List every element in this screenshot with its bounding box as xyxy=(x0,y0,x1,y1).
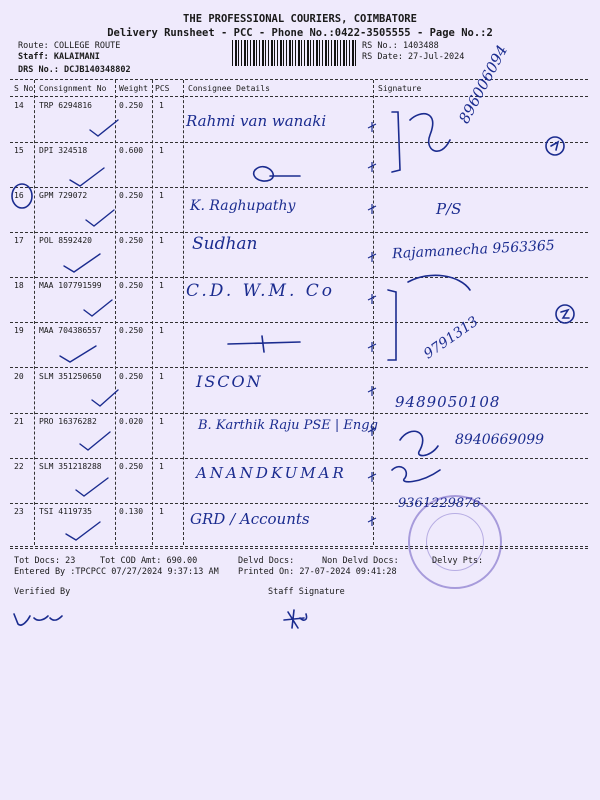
delvd-docs: Delvd Docs: xyxy=(238,556,295,566)
non-delvd-docs: Non Delvd Docs: xyxy=(322,556,399,566)
col-weight: Weight xyxy=(119,84,148,93)
row-consignment-no: TSI 4119735 xyxy=(39,507,92,516)
row-sno: 19 xyxy=(14,326,24,335)
row-sno: 20 xyxy=(14,372,24,381)
hand-consignee-23: GRD / Accounts xyxy=(190,510,310,528)
company-title: THE PROFESSIONAL COURIERS, COIMBATORE xyxy=(183,13,417,25)
col-consignee: Consignee Details xyxy=(188,84,270,93)
hand-sign-18: 9791313 xyxy=(421,313,482,363)
row-consignment-no: DPI 324518 xyxy=(39,146,88,155)
row-consignment-no: MAA 704386557 xyxy=(39,326,102,335)
col-sno: S No xyxy=(14,84,34,93)
row-consignment-no: SLM 351250650 xyxy=(39,372,102,381)
hand-sign-17: Rajamanecha 9563365 xyxy=(391,237,556,263)
company-stamp xyxy=(408,495,502,589)
row-weight: 0.600 xyxy=(119,146,144,155)
hand-consignee-17: Sudhan xyxy=(192,234,258,254)
row-pcs: 1 xyxy=(159,101,164,110)
row-weight: 0.250 xyxy=(119,191,144,200)
row-consignment-no: GPM 729072 xyxy=(39,191,88,200)
hand-consignee-16: K. Raghupathy xyxy=(190,198,296,214)
hand-consignee-22: ANANDKUMAR xyxy=(196,464,347,482)
row-sno: 21 xyxy=(14,417,24,426)
row-pcs: 1 xyxy=(159,236,164,245)
row-consignment-no: TRP 6294816 xyxy=(39,101,92,110)
row-sno: 14 xyxy=(14,101,24,110)
row-weight: 0.250 xyxy=(119,281,144,290)
row-sno: 15 xyxy=(14,146,24,155)
col-consignment: Consignment No xyxy=(39,84,107,93)
row-consignment-no: PRO 16376282 xyxy=(39,417,97,426)
hand-sign-16: P/S xyxy=(436,200,462,218)
row-weight: 0.250 xyxy=(119,326,144,335)
hand-consignee-14: Rahmi van wanaki xyxy=(186,112,327,130)
row-weight: 0.250 xyxy=(119,236,144,245)
row-weight: 0.250 xyxy=(119,372,144,381)
delvy-pts: Delvy Pts: xyxy=(432,556,484,566)
row-sno: 22 xyxy=(14,462,24,471)
row-pcs: 1 xyxy=(159,191,164,200)
row-pcs: 1 xyxy=(159,281,164,290)
tot-cod: Tot COD Amt: 690.00 xyxy=(100,556,198,566)
tot-docs: Tot Docs: 23 xyxy=(14,556,76,566)
row-sno: 18 xyxy=(14,281,24,290)
col-signature: Signature xyxy=(378,84,422,93)
staff-label: Staff: KALAIMANI xyxy=(18,52,100,62)
row-consignment-no: MAA 107791599 xyxy=(39,281,102,290)
hand-sign-21: 8940669099 xyxy=(455,432,545,448)
row-sno: 16 xyxy=(14,191,24,200)
row-pcs: 1 xyxy=(159,326,164,335)
row-pcs: 1 xyxy=(159,507,164,516)
row-sno: 17 xyxy=(14,236,24,245)
runsheet-subtitle: Delivery Runsheet - PCC - Phone No.:0422-3505555 - Page No.:2 xyxy=(107,27,493,39)
hand-sign-20: 9489050108 xyxy=(395,393,501,411)
verified-by: Verified By xyxy=(14,587,71,597)
row-consignment-no: SLM 351218288 xyxy=(39,462,102,471)
staff-signature: Staff Signature xyxy=(268,587,345,597)
row-weight: 0.020 xyxy=(119,417,144,426)
row-weight: 0.130 xyxy=(119,507,144,516)
entered-by: Entered By :TPCPCC 07/27/2024 9:37:13 AM xyxy=(14,567,219,577)
drs-label: DRS No.: DCJB140348802 xyxy=(18,65,131,75)
row-sno: 23 xyxy=(14,507,24,516)
route-label: Route: COLLEGE ROUTE xyxy=(18,41,121,51)
row-pcs: 1 xyxy=(159,146,164,155)
hand-consignee-21: B. Karthik Raju PSE | Engg xyxy=(198,418,378,433)
hand-sign-22: 9361229876 xyxy=(398,496,481,511)
col-pcs: PCS xyxy=(155,84,170,93)
row-consignment-no: POL 8592420 xyxy=(39,236,92,245)
row-weight: 0.250 xyxy=(119,101,144,110)
rs-number: RS No.: 1403488 xyxy=(362,41,439,51)
rs-date: RS Date: 27-Jul-2024 xyxy=(362,52,465,62)
hand-sign-14: 896006094 xyxy=(455,42,512,127)
printed-on: Printed On: 27-07-2024 09:41:28 xyxy=(238,567,397,577)
row-pcs: 1 xyxy=(159,462,164,471)
hand-consignee-20: ISCON xyxy=(196,372,263,391)
row-pcs: 1 xyxy=(159,417,164,426)
row-weight: 0.250 xyxy=(119,462,144,471)
row-pcs: 1 xyxy=(159,372,164,381)
hand-consignee-18: C.D. W.M. Co xyxy=(186,281,335,301)
